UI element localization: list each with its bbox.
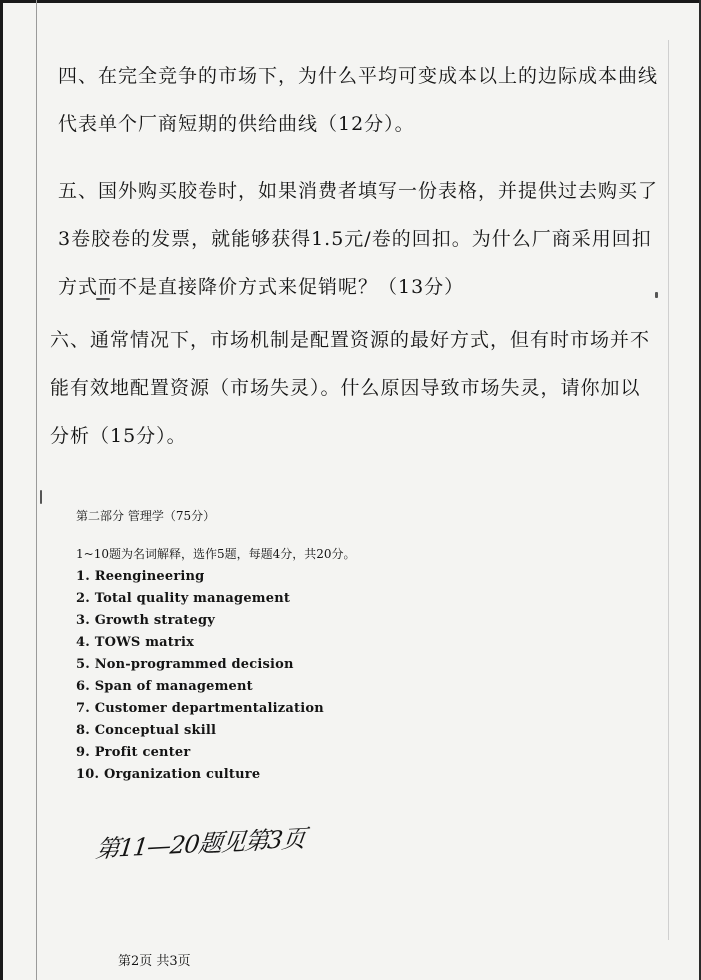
scan-speck [655, 292, 658, 298]
term-item: 2. Total quality management [76, 591, 291, 606]
part-two-section [76, 506, 356, 786]
scan-left-edge [0, 0, 3, 980]
term-item: 1. Reengineering [76, 569, 205, 584]
question-5-line-3: 方式而不是直接降价方式来促销呢？（13分） [58, 276, 465, 298]
handwritten-note: 第11—20题见第3页 [94, 824, 307, 864]
question-4-line-2: 代表单个厂商短期的供给曲线（12分）。 [58, 113, 415, 135]
question-5-line-1: 五、国外购买胶卷时，如果消费者填写一份表格，并提供过去购买了 [58, 180, 659, 202]
term-item: 5. Non-programmed decision [76, 657, 294, 672]
term-item: 3. Growth strategy [76, 613, 216, 628]
page-footer: 第2页 共3页 [118, 954, 191, 969]
part-two-heading: 第二部分 管理学（75分） [76, 509, 216, 523]
term-item: 7. Customer departmentalization [76, 701, 324, 716]
question-6 [50, 316, 650, 460]
question-4-line-1: 四、在完全竞争的市场下，为什么平均可变成本以上的边际成本曲线 [58, 65, 659, 87]
scan-speck [40, 490, 42, 504]
right-margin-shadow [668, 40, 669, 940]
term-item: 6. Span of management [76, 679, 253, 694]
question-4 [58, 52, 658, 148]
term-item: 10. Organization culture [76, 767, 261, 782]
scan-speck [96, 298, 110, 300]
term-list [76, 566, 356, 786]
question-6-line-3: 分析（15分）。 [50, 425, 187, 447]
term-item: 4. TOWS matrix [76, 635, 195, 650]
binding-margin-line [36, 0, 37, 980]
part-two-instruction: 1~10题为名词解释，选作5题，每题4分，共20分。 [76, 547, 356, 561]
scan-top-edge [0, 0, 701, 3]
term-item: 8. Conceptual skill [76, 723, 217, 738]
question-5-line-2: 3卷胶卷的发票，就能够获得1.5元/卷的回扣。为什么厂商采用回扣 [58, 228, 652, 250]
question-6-line-2: 能有效地配置资源（市场失灵）。什么原因导致市场失灵，请你加以 [50, 377, 641, 399]
question-5 [58, 167, 658, 311]
question-6-line-1: 六、通常情况下，市场机制是配置资源的最好方式，但有时市场并不 [50, 329, 651, 351]
term-item: 9. Profit center [76, 745, 191, 760]
